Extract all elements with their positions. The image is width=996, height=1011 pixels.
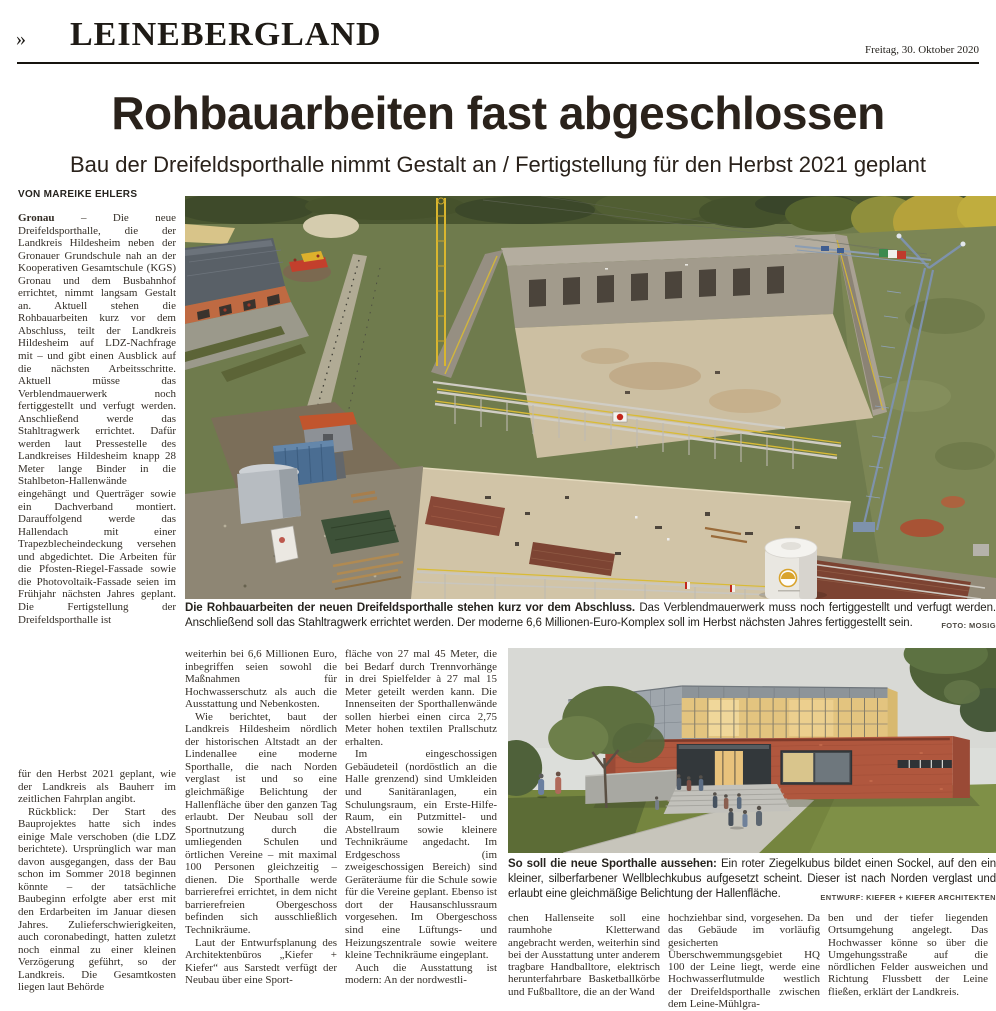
body-paragraph: ben und der tiefer liegenden Ortsumgehung angelegt. Das Hochwasser könne so über die Umgehungsstraße auf die nördlichen Felder ausweichen und Richtung Flussbett der Leine fließen, erklärt der Landkreis.: [828, 912, 988, 998]
photo-credit: FOTO: MOSIG: [935, 618, 996, 633]
body-paragraph: Rückblick: Der Start des Bauprojektes hatte sich indes einige Male verschoben (die LDZ berichtete). Ursprünglich war man davon ausgegangen, dass der Bau schon im Sommer 2018 beginnen könnte – der tatsächliche Baubeginn erfolgte aber erst mit den Erdarbeiten im Januar diesen Jahres. Zulieferschwierigkeiten, auch coronabedingt, hatten zuletzt noch einmal zu einer kleinen Verzögerung geführt, so der Landkreis. Die Gesamtkosten liegen laut Behörde: [18, 805, 176, 994]
article-column-6: [828, 912, 988, 998]
body-paragraph: weiterhin bei 6,6 Millionen Euro, inbegriffen seien sowohl die Maßnahmen für Hochwasserschutz als auch die Ausstattung und Nebenkosten.: [185, 648, 337, 711]
section-title: LEINEBERGLAND: [70, 16, 382, 53]
caption-text: Das Verblendmauerwerk muss noch fertiggestellt und verfugt werden. Anschließend soll das Stahltragwerk errichtet werden. Der moderne 6,6 Millionen-Euro-Komplex soll im Herbst nächsten Jahres fertiggestellt sein.: [185, 602, 996, 630]
caption-text: Ein roter Ziegelkubus bildet einen Sockel, auf den ein kleiner, silberfarbener Wellblechkubus aufgesetzt scheint. Dieser ist nach Norden verglast und erlaubt eine gleichmäßige Belichtung der Hallenfläche.: [508, 858, 996, 901]
article-subheadline: Bau der Dreifeldsporthalle nimmt Gestalt an / Fertigstellung für den Herbst 2021 geplant: [69, 152, 926, 177]
section-marker: »: [16, 28, 26, 50]
article-column-2: [185, 648, 337, 987]
body-paragraph: Auch die Ausstattung ist modern: An der nordwestli-: [345, 961, 497, 987]
article-byline: VON MAREIKE EHLERS: [18, 189, 138, 200]
rendering-illustration: [508, 648, 996, 853]
article-column-1-top: [18, 212, 176, 626]
caption-lead: So soll die neue Sporthalle aussehen:: [508, 858, 717, 870]
body-paragraph: Laut der Entwurfsplanung des Architektenbüros „Kiefer + Kiefer“ aus Sarstedt verfügt der Neubau über eine Sport-: [185, 936, 337, 987]
body-paragraph: hochziehbar sind, vorgesehen. Da das Gebäude im vorläufig gesicherten Überschwemmungsgebiet HQ 100 der Leine liegt, werde eine Hochwasserflutmulde westlich der Dreifeldsporthalle zwischen dem Leine-Mühlgra-: [668, 912, 820, 1011]
body-paragraph: für den Herbst 2021 geplant, wie der Landkreis als Bauherr im zeitlichen Fahrplan angibt.: [18, 768, 176, 806]
aerial-photo-illustration: [185, 196, 996, 599]
article-column-5: [668, 912, 820, 1010]
rendering-credit: ENTWURF: KIEFER + KIEFER ARCHITEKTEN: [814, 890, 996, 905]
main-photo-caption: [185, 601, 996, 635]
body-paragraph: fläche von 27 mal 45 Meter, die bei Bedarf durch Trennvorhänge in drei Spielfelder à 27 mal 15 Meter geteilt werden kann. Die Innenseiten der Sporthallenwände sollen hierbei einen circa 2,75 Meter hohen textilen Prallschutz erhalten.: [345, 648, 497, 748]
masthead-rule: [17, 62, 979, 64]
body-paragraph: Gronau – Die neue Dreifeldsporthalle, die der Landkreis Hildesheim neben der Gronauer Grundschule nah an der Kooperativen Gesamtschule (KGS) Gronau und dem Busbahnhof errichtet, nimmt langsam Gestalt an. Aktuell stehen die Rohbauarbeiten kurz vor dem Abschluss, teilt der Landkreis Hildesheim auf LDZ-Nachfrage mit – und gibt einen Ausblick auf die nächsten Arbeitsschritte. Aktuell müsse das Verblendmauerwerk noch fertiggestellt und verfugt werden. Anschließend werde das Stahltragwerk errichtet. Dafür werden laut Pressestelle des Landkreises Hildesheim knapp 28 Meter lange Binder in die Stahlbeton-Hallenwände eingehängt und Querträger sowie ein Dachverband montiert. Darauffolgend werde das Hallendach mit einer Trapezblecheindeckung versehen und abgedichtet. Die Arbeiten für die Pfosten-Riegel-Fassade sowie die Photovoltaik-Fassade seien im Frühjahr nächsten Jahres geplant. Die Fertigstellung der Dreifeldsporthalle ist: [18, 212, 176, 626]
rendering-photo-sporthalle: [508, 648, 996, 853]
body-paragraph: chen Hallenseite soll eine raumhohe Kletterwand angebracht werden, weiterhin sind bei der Ausstattung unter anderem tragbare Handballtore, elektrisch herunterfahrbare Basketballkörbe und Fußballtore, die an der Wand: [508, 912, 660, 998]
body-paragraph: Im eingeschossigen Gebäudeteil (nordöstlich an die Halle grenzend) sind Umkleiden und Sanitäranlagen, ein Schulungsraum, ein Erste-Hilfe-Raum, ein Putzmittel- und Abstellraum sowie kleinere Technikräume angedacht. Im Erdgeschoss (im zweigeschossigen Bereich) sind Geräteräume für die Schule sowie für die Vereine geplant. Ebenso ist dort der Hausanschlussraum vorgesehen. Im Obergeschoss sind eine Lüftungs- und Heizungszentrale sowie weitere kleine Technikräume eingeplant.: [345, 748, 497, 962]
article-column-3: [345, 648, 497, 987]
article-column-4: [508, 912, 660, 998]
issue-date: Freitag, 30. Oktober 2020: [865, 44, 979, 56]
main-photo-construction-aerial: [185, 196, 996, 599]
rendering-caption: [508, 857, 996, 907]
article-column-1-bottom: [18, 768, 176, 994]
article-headline: Rohbauarbeiten fast abgeschlossen: [111, 87, 885, 139]
body-paragraph: Wie berichtet, baut der Landkreis Hildesheim nördlich der historischen Altstadt an der Lindenallee eine moderne Sporthalle, die nach Norden verglast ist und so eine gleichmäßige Belichtung der Hallenfläche über den ganzen Tag erlaubt. Der Neubau soll der Sportnutzung durch die umliegenden Schulen und örtlichen Vereine – mit maximal 100 Personen gleichzeitig – dienen. Die Sporthalle werde barrierefrei errichtet, in dem nicht barrierefreien Obergeschoss befinden sich ausschließlich Technikräume.: [185, 710, 337, 937]
caption-lead: Die Rohbauarbeiten der neuen Dreifeldsporthalle stehen kurz vor dem Abschluss.: [185, 602, 636, 614]
